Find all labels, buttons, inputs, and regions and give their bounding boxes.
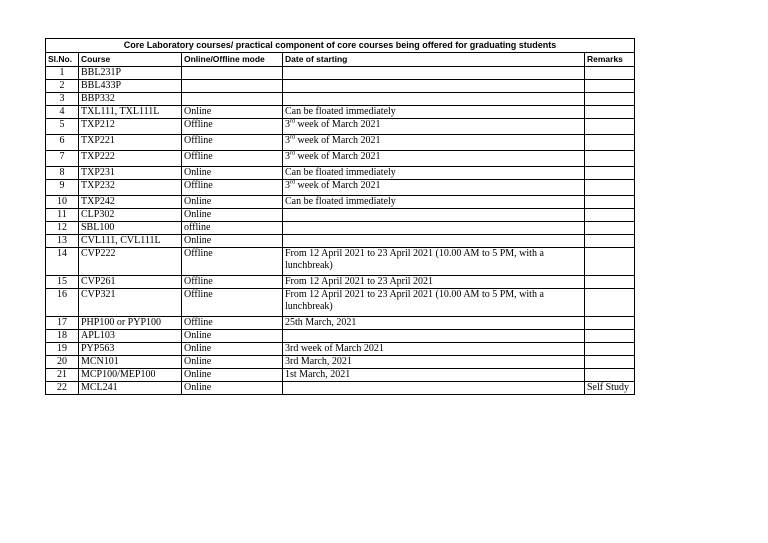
header-row (46, 53, 635, 67)
row-slno: 20 (46, 356, 79, 369)
row-course: PYP563 (79, 343, 182, 356)
table-row (46, 167, 635, 180)
table-row (46, 119, 635, 135)
row-mode: Offline (182, 289, 283, 317)
row-remarks (585, 222, 635, 235)
date-text: week of March 2021 (295, 135, 381, 146)
row-remarks (585, 276, 635, 289)
row-course: APL103 (79, 330, 182, 343)
row-mode: Offline (182, 119, 283, 135)
table-row (46, 343, 635, 356)
row-date (283, 330, 585, 343)
row-slno: 2 (46, 80, 79, 93)
row-mode (182, 93, 283, 106)
row-date: From 12 April 2021 to 23 April 2021 (10.00 AM to 5 PM, with a lunchbreak) (283, 289, 585, 317)
row-mode: Offline (182, 248, 283, 276)
table-row (46, 209, 635, 222)
row-date (283, 180, 585, 196)
row-date: 1st March, 2021 (283, 369, 585, 382)
row-mode: Offline (182, 180, 283, 196)
table-row (46, 196, 635, 209)
table-row (46, 222, 635, 235)
row-remarks (585, 317, 635, 330)
row-course: CVP222 (79, 248, 182, 276)
row-slno: 12 (46, 222, 79, 235)
table-row (46, 382, 635, 395)
header-slno: Sl.No. (46, 53, 79, 67)
row-course: TXP212 (79, 119, 182, 135)
row-remarks (585, 167, 635, 180)
row-remarks (585, 235, 635, 248)
row-remarks (585, 67, 635, 80)
table-row (46, 356, 635, 369)
row-mode: Offline (182, 151, 283, 167)
row-course: BBL433P (79, 80, 182, 93)
table-row (46, 106, 635, 119)
row-course: MCN101 (79, 356, 182, 369)
header-date: Date of starting (283, 53, 585, 67)
row-remarks (585, 196, 635, 209)
row-mode: Online (182, 343, 283, 356)
row-date (283, 151, 585, 167)
row-mode: Offline (182, 317, 283, 330)
table-row (46, 330, 635, 343)
courses-table (45, 38, 635, 395)
row-slno: 18 (46, 330, 79, 343)
date-text: week of March 2021 (295, 180, 381, 191)
row-mode: Online (182, 167, 283, 180)
row-slno: 21 (46, 369, 79, 382)
row-mode: offline (182, 222, 283, 235)
row-course: CLP302 (79, 209, 182, 222)
row-remarks (585, 119, 635, 135)
row-course: TXP242 (79, 196, 182, 209)
row-remarks (585, 343, 635, 356)
row-date: Can be floated immediately (283, 196, 585, 209)
date-ordinal-suffix: rd (290, 150, 295, 157)
row-remarks (585, 356, 635, 369)
row-mode: Offline (182, 135, 283, 151)
row-date (283, 235, 585, 248)
row-slno: 3 (46, 93, 79, 106)
row-course: PHP100 or PYP100 (79, 317, 182, 330)
row-remarks (585, 106, 635, 119)
row-date (283, 80, 585, 93)
row-mode: Online (182, 356, 283, 369)
header-course: Course (79, 53, 182, 67)
table-row (46, 180, 635, 196)
header-mode: Online/Offline mode (182, 53, 283, 67)
title-row (46, 39, 635, 53)
row-slno: 1 (46, 67, 79, 80)
row-slno: 6 (46, 135, 79, 151)
table-row (46, 135, 635, 151)
table-row (46, 235, 635, 248)
row-remarks (585, 80, 635, 93)
row-remarks (585, 209, 635, 222)
row-date (283, 382, 585, 395)
row-date: 3rd week of March 2021 (283, 343, 585, 356)
row-course: TXP231 (79, 167, 182, 180)
row-mode (182, 67, 283, 80)
row-course: CVL111, CVL111L (79, 235, 182, 248)
row-remarks: Self Study (585, 382, 635, 395)
row-slno: 11 (46, 209, 79, 222)
row-course: TXL111, TXL111L (79, 106, 182, 119)
row-date: 25th March, 2021 (283, 317, 585, 330)
date-ordinal: 3 (285, 119, 290, 130)
row-remarks (585, 330, 635, 343)
row-slno: 4 (46, 106, 79, 119)
row-slno: 5 (46, 119, 79, 135)
row-slno: 17 (46, 317, 79, 330)
row-mode (182, 80, 283, 93)
date-text: week of March 2021 (295, 151, 381, 162)
row-remarks (585, 135, 635, 151)
row-date: From 12 April 2021 to 23 April 2021 (283, 276, 585, 289)
table-row (46, 151, 635, 167)
row-date (283, 67, 585, 80)
row-date: 3rd March, 2021 (283, 356, 585, 369)
row-course: TXP221 (79, 135, 182, 151)
row-mode: Online (182, 330, 283, 343)
row-mode: Online (182, 382, 283, 395)
table-row (46, 248, 635, 276)
row-slno: 19 (46, 343, 79, 356)
table-row (46, 289, 635, 317)
row-course: TXP222 (79, 151, 182, 167)
date-ordinal: 3 (285, 180, 290, 191)
date-ordinal: 3 (285, 151, 290, 162)
row-mode: Offline (182, 276, 283, 289)
row-date: Can be floated immediately (283, 167, 585, 180)
row-slno: 9 (46, 180, 79, 196)
row-course: CVP261 (79, 276, 182, 289)
table-row (46, 80, 635, 93)
row-slno: 13 (46, 235, 79, 248)
row-date: Can be floated immediately (283, 106, 585, 119)
row-slno: 14 (46, 248, 79, 276)
date-text: week of March 2021 (295, 119, 381, 130)
date-ordinal: 3 (285, 135, 290, 146)
row-remarks (585, 248, 635, 276)
row-date: From 12 April 2021 to 23 April 2021 (10.00 AM to 5 PM, with a lunchbreak) (283, 248, 585, 276)
row-course: BBP332 (79, 93, 182, 106)
row-remarks (585, 93, 635, 106)
date-ordinal-suffix: rd (290, 134, 295, 141)
date-ordinal-suffix: rd (290, 118, 295, 125)
row-remarks (585, 289, 635, 317)
row-slno: 7 (46, 151, 79, 167)
table-row (46, 276, 635, 289)
row-date (283, 119, 585, 135)
row-course: SBL100 (79, 222, 182, 235)
row-slno: 16 (46, 289, 79, 317)
table-row (46, 67, 635, 80)
row-date (283, 135, 585, 151)
row-remarks (585, 180, 635, 196)
table-row (46, 93, 635, 106)
row-mode: Online (182, 106, 283, 119)
row-date (283, 222, 585, 235)
table-row (46, 369, 635, 382)
row-slno: 10 (46, 196, 79, 209)
row-remarks (585, 151, 635, 167)
row-course: BBL231P (79, 67, 182, 80)
row-remarks (585, 369, 635, 382)
row-mode: Online (182, 369, 283, 382)
row-mode: Online (182, 235, 283, 248)
row-course: TXP232 (79, 180, 182, 196)
row-mode: Online (182, 196, 283, 209)
row-slno: 15 (46, 276, 79, 289)
date-ordinal-suffix: rd (290, 179, 295, 186)
row-course: MCP100/MEP100 (79, 369, 182, 382)
table-row (46, 317, 635, 330)
row-slno: 22 (46, 382, 79, 395)
row-slno: 8 (46, 167, 79, 180)
row-date (283, 93, 585, 106)
row-course: MCL241 (79, 382, 182, 395)
header-remarks: Remarks (585, 53, 635, 67)
row-mode: Online (182, 209, 283, 222)
row-date (283, 209, 585, 222)
row-course: CVP321 (79, 289, 182, 317)
table-title: Core Laboratory courses/ practical component of core courses being offered for graduating students (46, 39, 635, 53)
